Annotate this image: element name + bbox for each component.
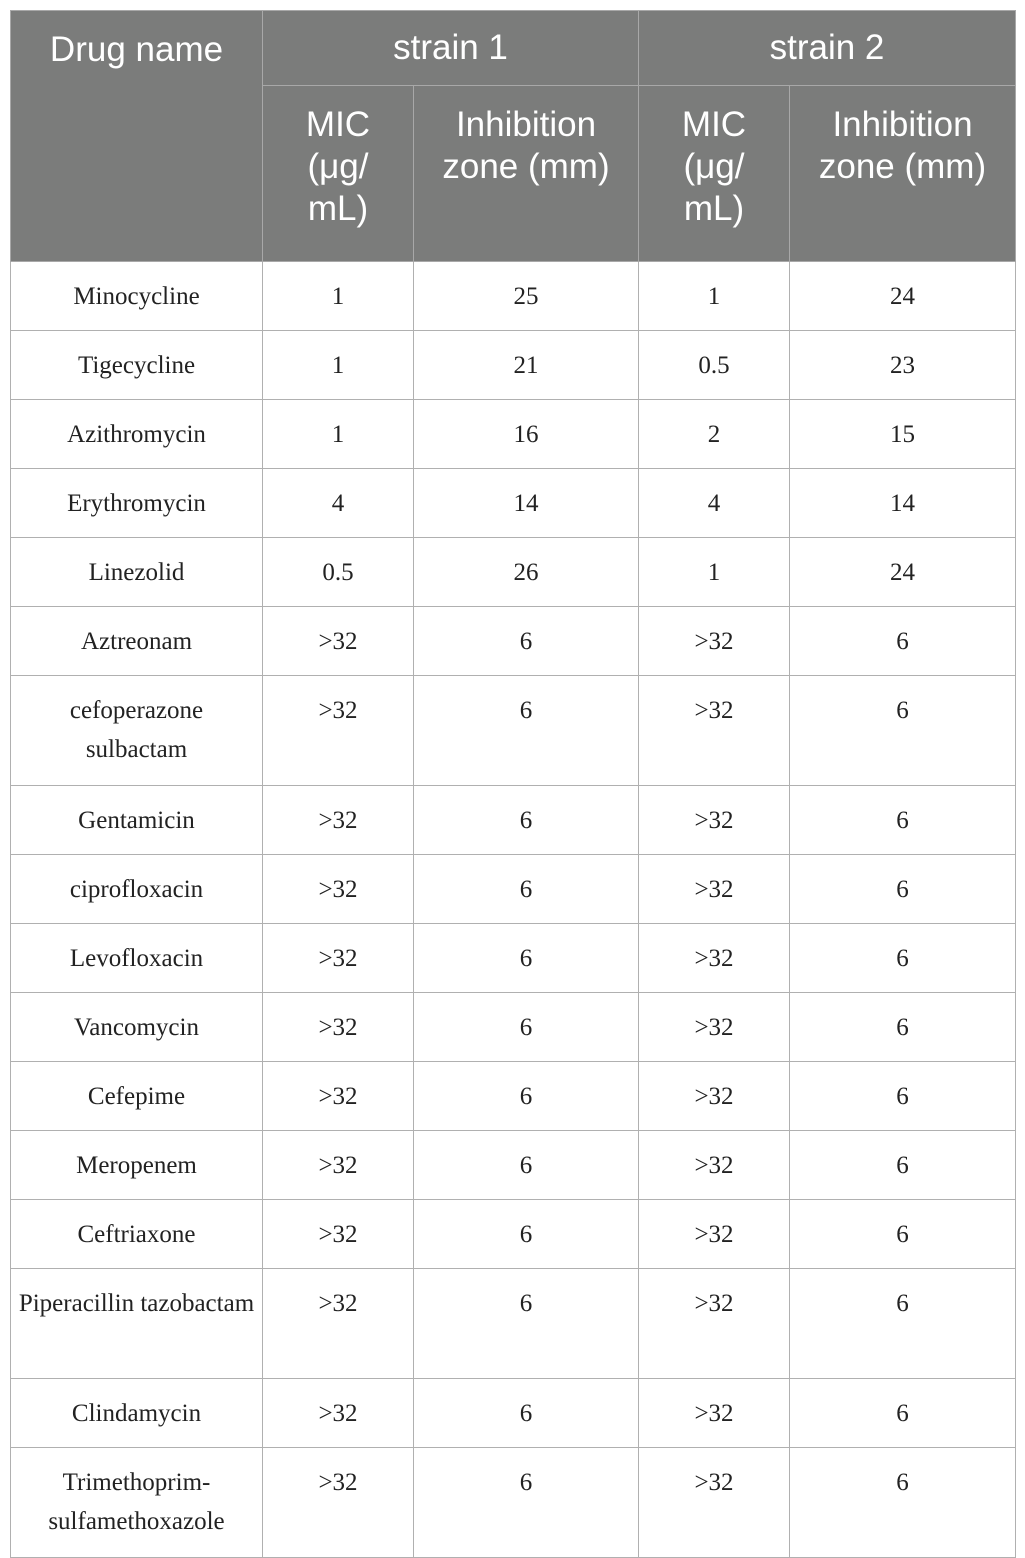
- zone-strain-1-cell: 6: [414, 1379, 639, 1448]
- drug-name-cell: Levofloxacin: [11, 924, 263, 993]
- mic-strain-2-cell: 1: [639, 262, 790, 331]
- mic-label-line-3: mL): [307, 189, 369, 228]
- header-zone-strain-2: [790, 86, 1016, 262]
- zone-strain-2-cell: 6: [790, 924, 1016, 993]
- table-row: [11, 1379, 1016, 1448]
- mic-strain-2-cell: >32: [639, 1379, 790, 1448]
- zone-strain-1-cell: 6: [414, 607, 639, 676]
- zone-strain-2-cell: 23: [790, 331, 1016, 400]
- zone-label-line-1: Inhibition: [455, 105, 597, 144]
- drug-name-cell: Gentamicin: [11, 786, 263, 855]
- drug-name-cell: Vancomycin: [11, 993, 263, 1062]
- zone-strain-1-cell: 21: [414, 331, 639, 400]
- table-row: [11, 1448, 1016, 1558]
- mic-strain-1-cell: 1: [263, 400, 414, 469]
- drug-name-cell: Clindamycin: [11, 1379, 263, 1448]
- mic-strain-1-cell: >32: [263, 1379, 414, 1448]
- table-row: [11, 993, 1016, 1062]
- zone-label-line-1: Inhibition: [832, 105, 973, 144]
- mic-strain-1-cell: >32: [263, 1062, 414, 1131]
- zone-strain-1-cell: 6: [414, 993, 639, 1062]
- drug-name-cell: Meropenem: [11, 1131, 263, 1200]
- mic-label-line-1: MIC: [305, 105, 371, 144]
- zone-strain-1-cell: 6: [414, 676, 639, 786]
- mic-strain-1-cell: 1: [263, 262, 414, 331]
- drug-name-cell: Linezolid: [11, 538, 263, 607]
- table-row: [11, 400, 1016, 469]
- mic-strain-1-cell: >32: [263, 855, 414, 924]
- zone-strain-1-cell: 6: [414, 855, 639, 924]
- mic-strain-2-cell: >32: [639, 1200, 790, 1269]
- zone-strain-2-cell: 6: [790, 607, 1016, 676]
- header-mic-strain-2: [639, 86, 790, 262]
- mic-strain-1-cell: >32: [263, 924, 414, 993]
- zone-strain-1-cell: 6: [414, 1200, 639, 1269]
- drug-name-cell: Trimethoprim-sulfamethoxazole: [11, 1448, 263, 1558]
- table-row: [11, 1200, 1016, 1269]
- zone-strain-2-cell: 6: [790, 1448, 1016, 1558]
- table-header: [11, 11, 1016, 262]
- drug-name-cell: Aztreonam: [11, 607, 263, 676]
- mic-strain-1-cell: >32: [263, 1269, 414, 1379]
- zone-strain-1-cell: 6: [414, 1062, 639, 1131]
- zone-strain-2-cell: 6: [790, 1131, 1016, 1200]
- drug-name-cell: Azithromycin: [11, 400, 263, 469]
- drug-name-cell: Ceftriaxone: [11, 1200, 263, 1269]
- header-drug-name: Drug name: [11, 11, 263, 262]
- header-strain-1: strain 1: [263, 11, 639, 86]
- mic-strain-1-cell: >32: [263, 1448, 414, 1558]
- zone-strain-2-cell: 6: [790, 1379, 1016, 1448]
- mic-strain-2-cell: >32: [639, 607, 790, 676]
- drug-name-cell: Cefepime: [11, 1062, 263, 1131]
- zone-strain-1-cell: 14: [414, 469, 639, 538]
- mic-strain-1-cell: >32: [263, 993, 414, 1062]
- zone-strain-2-cell: 24: [790, 538, 1016, 607]
- mic-strain-2-cell: >32: [639, 676, 790, 786]
- mic-strain-2-cell: >32: [639, 1269, 790, 1379]
- table-row: [11, 676, 1016, 786]
- mic-strain-2-cell: >32: [639, 924, 790, 993]
- mic-strain-2-cell: >32: [639, 1448, 790, 1558]
- drug-name-cell: cefoperazone sulbactam: [11, 676, 263, 786]
- mic-strain-2-cell: >32: [639, 855, 790, 924]
- mic-label-line-3: mL): [683, 189, 745, 228]
- mic-strain-1-cell: >32: [263, 786, 414, 855]
- mic-strain-2-cell: >32: [639, 786, 790, 855]
- header-zone-strain-1: [414, 86, 639, 262]
- mic-strain-2-cell: >32: [639, 1131, 790, 1200]
- zone-strain-1-cell: 16: [414, 400, 639, 469]
- drug-name-cell: Piperacillin tazobactam: [11, 1269, 263, 1379]
- mic-strain-2-cell: 0.5: [639, 331, 790, 400]
- table-row: [11, 469, 1016, 538]
- mic-strain-2-cell: 4: [639, 469, 790, 538]
- zone-strain-1-cell: 6: [414, 1131, 639, 1200]
- header-strain-2: strain 2: [639, 11, 1016, 86]
- mic-strain-1-cell: >32: [263, 676, 414, 786]
- mic-strain-1-cell: >32: [263, 1131, 414, 1200]
- zone-label-line-2: zone (mm): [442, 147, 610, 186]
- table-row: [11, 607, 1016, 676]
- drug-name-cell: ciprofloxacin: [11, 855, 263, 924]
- zone-strain-1-cell: 26: [414, 538, 639, 607]
- table-row: [11, 924, 1016, 993]
- mic-strain-2-cell: >32: [639, 1062, 790, 1131]
- mic-label-line-2: (μg/: [683, 147, 745, 186]
- zone-strain-2-cell: 15: [790, 400, 1016, 469]
- zone-strain-2-cell: 6: [790, 786, 1016, 855]
- table-row: [11, 1062, 1016, 1131]
- table-row: [11, 262, 1016, 331]
- mic-strain-2-cell: >32: [639, 993, 790, 1062]
- mic-strain-1-cell: >32: [263, 1200, 414, 1269]
- zone-strain-1-cell: 6: [414, 786, 639, 855]
- mic-strain-1-cell: 4: [263, 469, 414, 538]
- table-row: [11, 1131, 1016, 1200]
- drug-name-cell: Minocycline: [11, 262, 263, 331]
- table-row: [11, 1269, 1016, 1379]
- mic-strain-1-cell: 0.5: [263, 538, 414, 607]
- table-row: [11, 855, 1016, 924]
- zone-strain-2-cell: 6: [790, 1269, 1016, 1379]
- zone-strain-2-cell: 6: [790, 1062, 1016, 1131]
- zone-strain-1-cell: 6: [414, 924, 639, 993]
- zone-label-line-2: zone (mm): [818, 147, 987, 186]
- drug-susceptibility-table: [10, 10, 1016, 1558]
- mic-strain-1-cell: 1: [263, 331, 414, 400]
- drug-name-cell: Tigecycline: [11, 331, 263, 400]
- table-row: [11, 786, 1016, 855]
- drug-name-cell: Erythromycin: [11, 469, 263, 538]
- mic-label-line-1: MIC: [681, 105, 747, 144]
- zone-strain-1-cell: 6: [414, 1269, 639, 1379]
- table-row: [11, 538, 1016, 607]
- mic-label-line-2: (μg/: [307, 147, 369, 186]
- zone-strain-1-cell: 25: [414, 262, 639, 331]
- zone-strain-2-cell: 6: [790, 676, 1016, 786]
- mic-strain-1-cell: >32: [263, 607, 414, 676]
- mic-strain-2-cell: 2: [639, 400, 790, 469]
- zone-strain-2-cell: 6: [790, 855, 1016, 924]
- zone-strain-2-cell: 24: [790, 262, 1016, 331]
- table-body: [11, 262, 1016, 1558]
- zone-strain-1-cell: 6: [414, 1448, 639, 1558]
- table-row: [11, 331, 1016, 400]
- zone-strain-2-cell: 14: [790, 469, 1016, 538]
- mic-strain-2-cell: 1: [639, 538, 790, 607]
- zone-strain-2-cell: 6: [790, 993, 1016, 1062]
- header-mic-strain-1: [263, 86, 414, 262]
- zone-strain-2-cell: 6: [790, 1200, 1016, 1269]
